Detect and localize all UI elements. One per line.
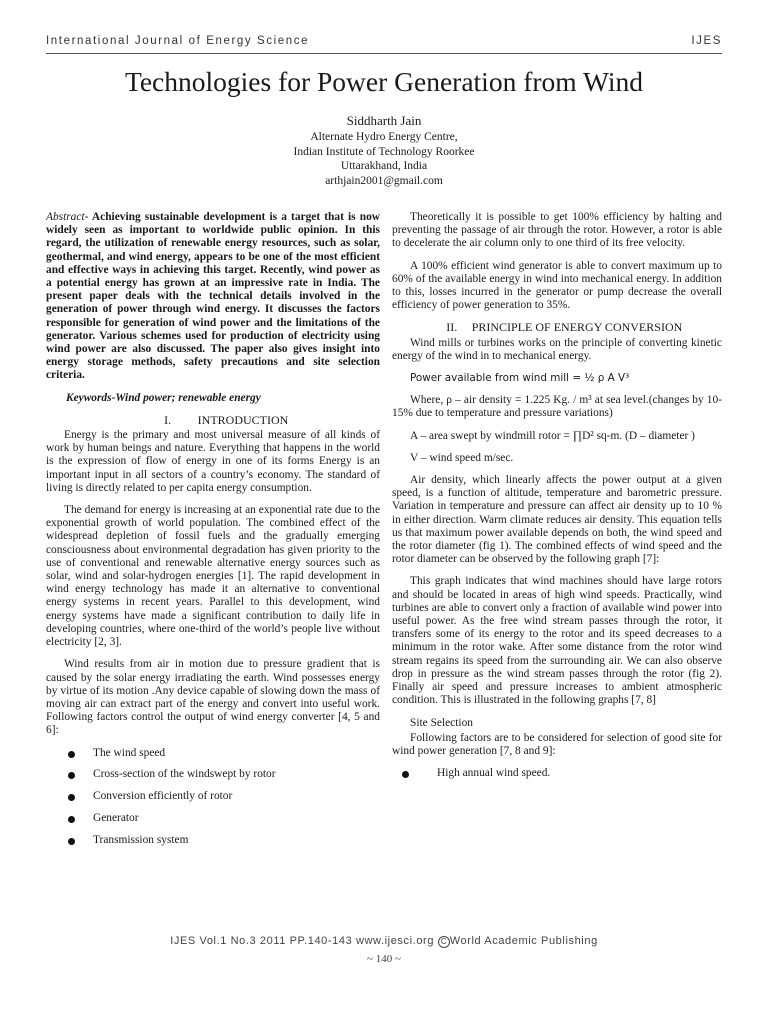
area-definition: A – area swept by windmill rotor = ∏D² sq-m. (D – diameter ) — [410, 429, 695, 442]
section-number: II. — [446, 320, 458, 335]
factor-list — [46, 747, 380, 847]
list-item: Generator — [46, 812, 380, 825]
left-column — [46, 211, 380, 856]
bullet-icon — [68, 772, 75, 779]
intro-paragraph-2: The demand for energy is increasing at an exponential rate due to the exponential growth of world population. The combined effect of the widespread depletion of fossil fuels and the gradually emerging consciousness about environmental degradation has given priority to the use of conventional and renewable alternative energy sources such as solar, wind and solar-hydrogen energies [1]. The rapid development in wind energy technology has made it an alternative to conventional energy systems in recent years. Parallel to this development, wind energy systems have made a significant contribution to daily life in developing countries, where one-third of the world’s people live without electricity [2, 3]. — [46, 504, 380, 649]
abstract-label: Abstract- — [46, 211, 89, 223]
intro-paragraph-3: Wind results from air in motion due to pressure gradient that is caused by the solar energy irradiating the earth. Wind possesses energy by virtue of its motion .Any device capable of slowing down the mass of moving air can extract part of the energy and convert into useful work. Following factors control the output of wind energy converter [4, 5 and 6]: — [46, 658, 380, 737]
author-location: Uttarakhand, India — [340, 160, 428, 172]
page-number: ~ 140 ~ — [367, 953, 401, 965]
running-header — [46, 35, 722, 51]
affiliation-line-1: Alternate Hydro Energy Centre, — [310, 131, 458, 143]
author-affiliation — [0, 130, 768, 188]
efficiency-paragraph-2: A 100% efficient wind generator is able to convert maximum up to 60% of the available energy in wind into mechanical energy. In addition to this, losses incurred in the generator or pump decrease the overall efficiency of power generation to 35%. — [392, 259, 722, 312]
bullet-icon — [68, 794, 75, 801]
principle-paragraph-1: Wind mills or turbines works on the principle of converting kinetic energy of the wind in to mechanical energy. — [392, 336, 722, 362]
list-item: Cross-section of the windswept by rotor — [46, 768, 380, 781]
bullet-icon — [68, 751, 75, 758]
section-heading-introduction — [46, 414, 380, 427]
site-selection-paragraph: Following factors are to be considered for selection of good site for wind power generation [7, 8 and 9]: — [392, 731, 722, 757]
graph-paragraph: This graph indicates that wind machines should have large rotors and should be located in areas of high wind speeds. Practically, wind turbines are able to convert only a fraction of available wind power into useful power. As the free wind stream passes through the rotor, it transfers some of its energy to the rotor and its speed decreases to a minimum in the rotor wake. After some distance from the rotor wind stream regains its speed from the surrounding air. We can also observe drop in pressure as the wind stream passes through the rotor (fig 2). Finally air speed and pressure increases to ambient atmospheric condition. This is illustrated in the following graphs [7, 8] — [392, 575, 722, 707]
list-item: Transmission system — [46, 834, 380, 847]
author-name: Siddharth Jain — [346, 113, 422, 128]
page-footer — [0, 935, 768, 948]
citation: IJES Vol.1 No.3 2011 PP.140-143 www.ijesci.org — [170, 935, 438, 947]
velocity-definition: V – wind speed m/sec. — [410, 451, 514, 464]
journal-abbreviation: IJES — [691, 35, 722, 47]
power-formula: Power available from wind mill = ½ ρ A V³ — [410, 372, 630, 385]
bullet-icon — [68, 816, 75, 823]
author-email: arthjain2001@gmail.com — [325, 174, 443, 187]
section-number: I. — [164, 412, 172, 427]
site-selection-heading: Site Selection — [410, 716, 473, 729]
bullet-icon — [402, 771, 409, 778]
air-density-definition: Where, ρ – air density = 1.225 Kg. / m³ at sea level.(changes by 10-15% due to temperature and pressure variations) — [392, 394, 722, 420]
section-heading-principle — [392, 321, 722, 334]
abstract-text: Achieving sustainable development is a target that is now widely seen as important to worldwide public opinion. In this regard, the utilization of renewable energy resources, such as solar, geothermal, and wind energy, appears to be one of the most efficient and effective ways in achieving this target. Recently, wind power as a potential energy has grown at an impressive rate in India. The present paper deals with the technical details involved in the generation of power through wind energy. It discusses the factors responsible for generation of wind power and the limitations of the generator. Various schemes used for production of electricity using wind power are also discussed. The paper also gives insight into energy storage methods, safety precautions and site selection criteria. — [46, 211, 380, 382]
intro-paragraph-1: Energy is the primary and most universal measure of all kinds of work by human beings and nature. Everything that happens in the world is the expression of flow of energy in one of its forms Energy is an important input in all sectors of a country’s economy. The standard of living is directly related to per capita energy consumption. — [46, 429, 380, 494]
efficiency-paragraph-1: Theoretically it is possible to get 100% efficiency by halting and preventing the passage of air through the rotor. However, a rotor is able to decelerate the air column only to one third of its free velocity. — [392, 211, 722, 250]
keywords: Keywords-Wind power; renewable energy — [66, 391, 261, 404]
paper-title: Technologies for Power Generation from Wind — [124, 66, 644, 97]
publisher: World Academic Publishing — [449, 935, 598, 947]
list-item: The wind speed — [46, 747, 380, 760]
abstract — [46, 211, 380, 383]
affiliation-line-2: Indian Institute of Technology Roorkee — [293, 145, 475, 158]
list-item: High annual wind speed. — [392, 767, 722, 780]
header-rule — [46, 53, 722, 54]
right-column — [392, 211, 722, 789]
journal-name: International Journal of Energy Science — [46, 35, 310, 47]
air-density-paragraph: Air density, which linearly affects the power output at a given speed, is a function of altitude, temperature and barometric pressure. Variation in temperature and pressure can affect air density up to 10 % in either direction. Warm climate reduces air density. This equation tells us that maximum power available depends on both, the wind speed and the rotor diameter (fig 1). The combined effects of wind speed and the rotor diameter can be observed by the following graph [7]: — [392, 474, 722, 566]
list-item: Conversion efficiently of rotor — [46, 790, 380, 803]
section-title: PRINCIPLE OF ENERGY CONVERSION — [471, 320, 683, 335]
copyright-icon: C — [438, 936, 450, 948]
bullet-icon — [68, 838, 75, 845]
section-title: INTRODUCTION — [197, 412, 289, 427]
site-factor-list — [392, 767, 722, 780]
